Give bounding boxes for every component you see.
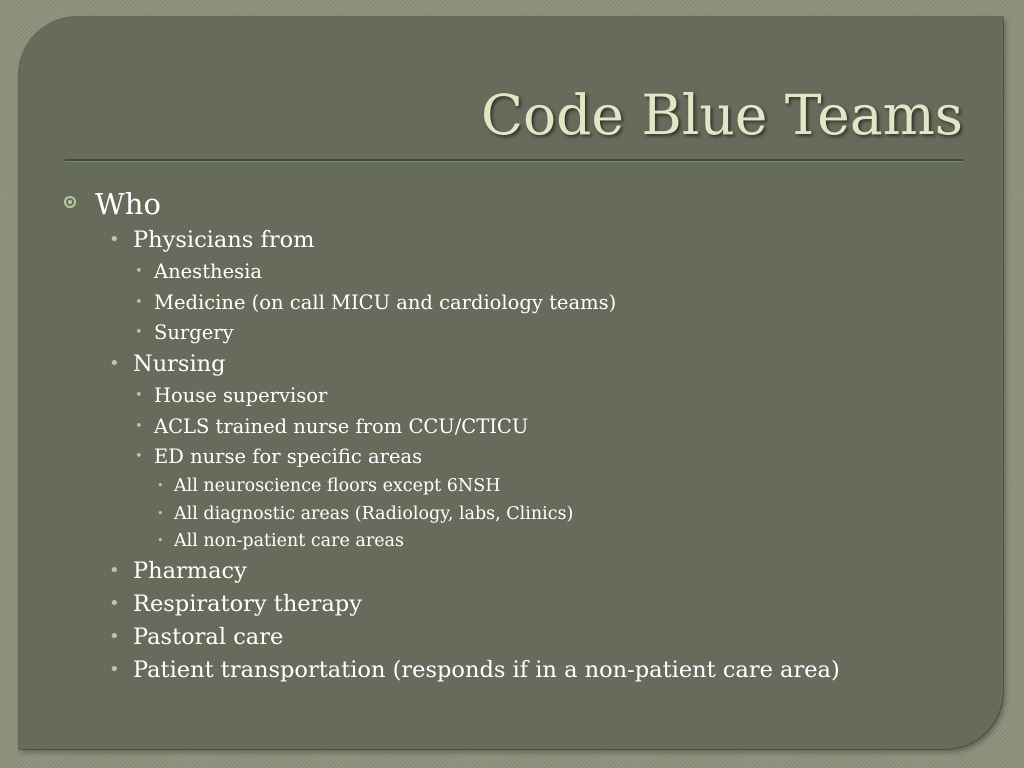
- bullet-medicine: [135, 290, 617, 316]
- bullet-text: Surgery: [154, 321, 234, 344]
- bullet-nursing: [109, 350, 226, 378]
- bullet-text: Physicians from: [133, 227, 315, 253]
- small-bullet-icon: •: [135, 295, 143, 310]
- tiny-bullet-icon: •: [157, 479, 164, 492]
- bullet-text: Medicine (on call MICU and cardiology teams): [154, 291, 617, 314]
- bullet-icon: •: [109, 593, 120, 614]
- bullet-icon: •: [109, 229, 120, 250]
- bullet-text: ED nurse for specific areas: [154, 445, 423, 468]
- bullet-text: Pastoral care: [133, 624, 284, 650]
- bullet-icon: •: [109, 659, 120, 680]
- small-bullet-icon: •: [135, 325, 143, 340]
- bullet-text: All diagnostic areas (Radiology, labs, Clinics): [174, 504, 574, 524]
- bullet-surgery: [135, 320, 234, 346]
- tiny-bullet-icon: •: [157, 534, 164, 547]
- slide-title: Code Blue Teams: [480, 83, 963, 147]
- bullet-anesthesia: [135, 259, 262, 285]
- circled-dot-bullet-icon: [64, 196, 76, 208]
- small-bullet-icon: •: [135, 264, 143, 279]
- bullet-who: [95, 187, 161, 221]
- bullet-text: Anesthesia: [154, 260, 262, 283]
- bullet-pastoral-care: [109, 623, 284, 651]
- bullet-ed-nurse: [135, 444, 423, 470]
- bullet-pharmacy: [109, 557, 247, 585]
- bullet-text: Patient transportation (responds if in a non-patient care area): [133, 657, 840, 683]
- bullet-icon: •: [109, 626, 120, 647]
- bullet-house-supervisor: [135, 383, 328, 409]
- bullet-text: Nursing: [133, 351, 226, 377]
- bullet-text: Pharmacy: [133, 558, 247, 584]
- bullet-text: Who: [95, 187, 161, 221]
- bullet-diagnostic-areas: [157, 503, 574, 525]
- bullet-icon: •: [109, 353, 120, 374]
- bullet-physicians: [109, 226, 315, 254]
- small-bullet-icon: •: [135, 419, 143, 434]
- bullet-text: All neuroscience floors except 6NSH: [174, 476, 501, 496]
- bullet-respiratory-therapy: [109, 590, 362, 618]
- bullet-neuroscience-floors: [157, 475, 501, 497]
- bullet-patient-transportation: [109, 656, 840, 684]
- small-bullet-icon: •: [135, 449, 143, 464]
- bullet-text: Respiratory therapy: [133, 591, 362, 617]
- bullet-acls-nurse: [135, 414, 529, 440]
- small-bullet-icon: •: [135, 388, 143, 403]
- bullet-icon: •: [109, 560, 120, 581]
- bullet-text: House supervisor: [154, 384, 328, 407]
- bullet-text: ACLS trained nurse from CCU/CTICU: [154, 415, 529, 438]
- tiny-bullet-icon: •: [157, 507, 164, 520]
- bullet-non-patient-areas: [157, 530, 404, 552]
- bullet-text: All non-patient care areas: [174, 531, 404, 551]
